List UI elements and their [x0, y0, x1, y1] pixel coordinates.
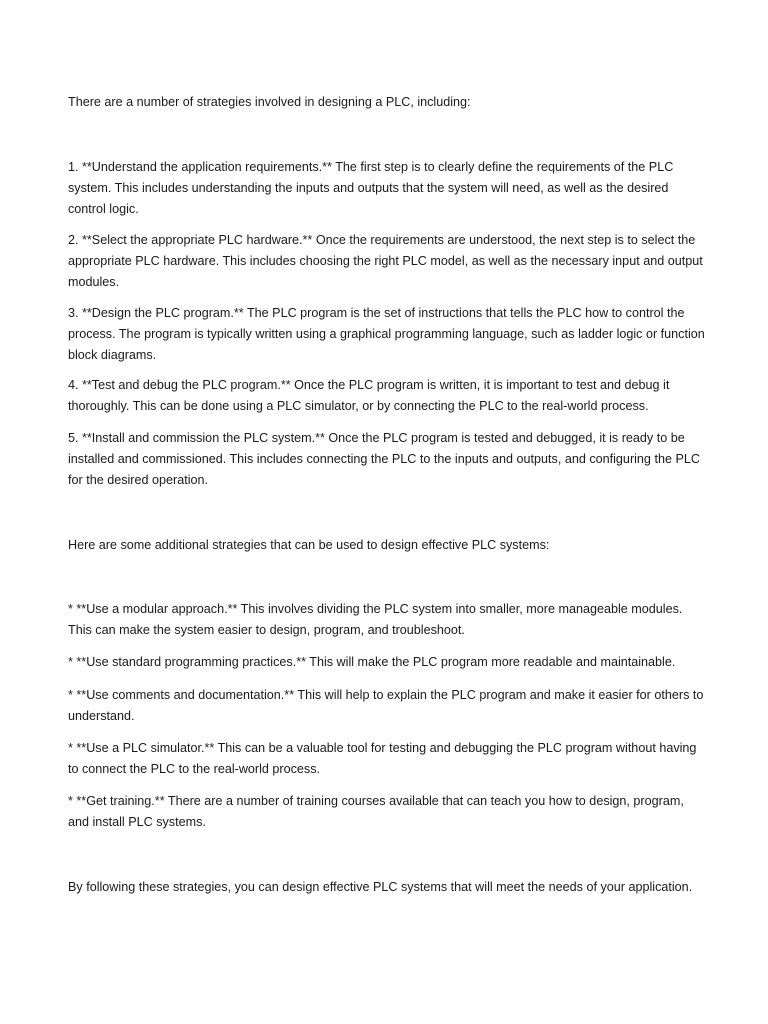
tip-paragraph: * **Use a modular approach.** This involves dividing the PLC system into smaller, more manageable modules. This can make the system easier to design, program, and troubleshoot. [68, 602, 683, 637]
step-paragraph: 2. **Select the appropriate PLC hardware.** Once the requirements are understood, the next step is to select the appropriate PLC hardware. This includes choosing the right PLC model, as well as the necessary input and output modules. [68, 233, 703, 289]
step-paragraph: 4. **Test and debug the PLC program.** Once the PLC program is written, it is important to test and debug it thoroughly. This can be done using a PLC simulator, or by connecting the PLC to the real-world process. [68, 378, 670, 413]
conclusion-paragraph: By following these strategies, you can design effective PLC systems that will meet the needs of your application. [68, 880, 693, 894]
step-paragraph: 1. **Understand the application requirements.** The first step is to clearly define the requirements of the PLC system. This includes understanding the inputs and outputs that the system will need, as well as the desired control logic. [68, 160, 674, 216]
tip-paragraph: * **Use comments and documentation.** This will help to explain the PLC program and make it easier for others to understand. [68, 688, 704, 723]
step-paragraph: 5. **Install and commission the PLC system.** Once the PLC program is tested and debugged, it is ready to be installed and commissioned. This includes connecting the PLC to the inputs and outputs, and configuring the PLC for the desired operation. [68, 431, 700, 487]
additional-strategies-paragraph: Here are some additional strategies that can be used to design effective PLC systems: [68, 538, 550, 552]
step-paragraph: 3. **Design the PLC program.** The PLC program is the set of instructions that tells the PLC how to control the process. The program is typically written using a graphical programming language, such as ladder logic or function block diagrams. [68, 306, 705, 362]
tip-paragraph: * **Use a PLC simulator.** This can be a valuable tool for testing and debugging the PLC program without having to connect the PLC to the real-world process. [68, 741, 697, 776]
tip-paragraph: * **Get training.** There are a number of training courses available that can teach you how to design, program, and install PLC systems. [68, 794, 684, 829]
intro-paragraph: There are a number of strategies involved in designing a PLC, including: [68, 95, 471, 109]
tip-paragraph: * **Use standard programming practices.** This will make the PLC program more readable and maintainable. [68, 655, 676, 669]
